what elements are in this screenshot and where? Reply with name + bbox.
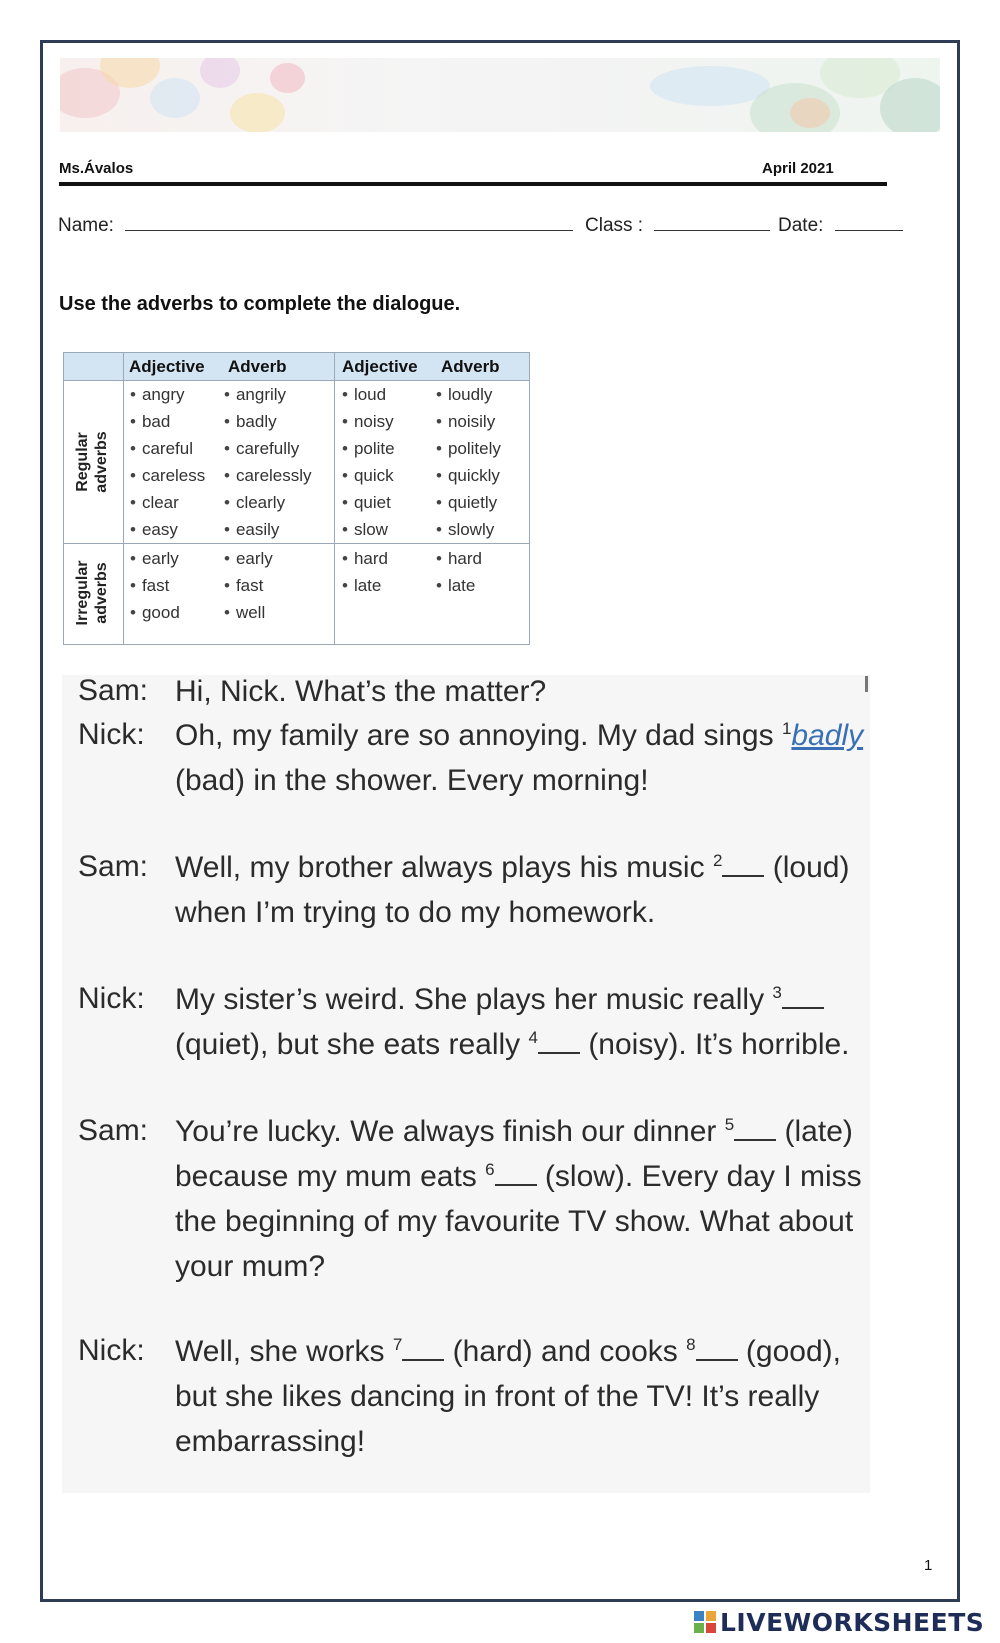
- adverb-table: [63, 352, 530, 645]
- answer-field-4[interactable]: [538, 1030, 580, 1054]
- speaker-label: Nick:: [78, 982, 145, 1015]
- list-item: • angry: [130, 381, 205, 408]
- list-item: • easily: [224, 516, 312, 543]
- header-adjective-2: Adjective: [342, 357, 418, 376]
- list-item: • hard: [342, 545, 388, 572]
- liveworksheets-logo-icon: [694, 1611, 716, 1633]
- list-item: • noisily: [436, 408, 501, 435]
- regular-adjectives-list-a: [130, 381, 205, 543]
- teacher-name: Ms.Ávalos: [59, 160, 134, 177]
- list-item: • noisy: [342, 408, 395, 435]
- worksheet-date: April 2021: [762, 160, 834, 177]
- speech-text: You’re lucky. We always finish our dinner $^5$ (late) because my mum eats $^6$ (slow). Every day I miss the beginning of my favourite TV show. What about your mum?: [175, 1115, 862, 1283]
- regular-adjectives-list-b: [342, 381, 395, 543]
- stray-mark: [865, 676, 868, 692]
- header-adverb-1: Adverb: [228, 357, 287, 376]
- list-item: • polite: [342, 435, 395, 462]
- date-field-row: [778, 214, 903, 237]
- page-number: 1: [924, 1557, 933, 1574]
- list-item: • careless: [130, 462, 205, 489]
- regular-adverbs-list-a: [224, 381, 312, 543]
- blank-number: 8: [686, 1335, 696, 1354]
- blank-number: 1: [781, 719, 792, 738]
- answer-field-5[interactable]: [734, 1117, 776, 1141]
- speech-text: Well, my brother always plays his music $^2$ (loud) when I’m trying to do my homework.: [175, 851, 850, 929]
- blank-number: 4: [528, 1028, 538, 1047]
- brand-name: LIVEWORKSHEETS: [720, 1607, 985, 1637]
- regular-adverbs-label: Regular adverbs: [74, 431, 110, 493]
- header-adjective-1: Adjective: [129, 357, 205, 376]
- irregular-adverbs-list-a: [224, 545, 273, 626]
- list-item: • bad: [130, 408, 205, 435]
- list-item: • slowly: [436, 516, 501, 543]
- speech-text: Hi, Nick. What’s the matter?: [175, 675, 547, 708]
- name-blank[interactable]: [125, 214, 573, 231]
- irregular-adverbs-list-b: [436, 545, 482, 599]
- list-item: • early: [130, 545, 180, 572]
- list-item: • carelessly: [224, 462, 312, 489]
- blank-number: 7: [392, 1335, 403, 1354]
- list-item: • carefully: [224, 435, 312, 462]
- name-field-row: [58, 214, 573, 237]
- list-item: • clear: [130, 489, 205, 516]
- date-label: Date:: [778, 215, 824, 236]
- header-adverb-2: Adverb: [441, 357, 500, 376]
- speaker-label: Sam:: [78, 1114, 149, 1147]
- decorative-banner: [60, 58, 940, 132]
- list-item: • angrily: [224, 381, 312, 408]
- answer-field-1[interactable]: badly: [791, 719, 864, 752]
- blank-number: 3: [772, 983, 782, 1002]
- speaker-label: Sam:: [78, 674, 149, 707]
- class-field-row: [585, 214, 770, 237]
- list-item: • loud: [342, 381, 395, 408]
- list-item: • politely: [436, 435, 501, 462]
- header-rule: [59, 182, 887, 186]
- list-item: • fast: [224, 572, 273, 599]
- blank-number: 5: [724, 1115, 735, 1134]
- answer-field-2[interactable]: [722, 853, 764, 877]
- speech-text: Well, she works $^7$ (hard) and cooks $^8$ (good), but she likes dancing in front of the TV! It’s really embarrassing!: [175, 1335, 841, 1458]
- class-label: Class :: [585, 215, 644, 236]
- dialogue-box: [62, 675, 870, 1493]
- speaker-label: Sam:: [78, 850, 149, 883]
- answer-field-7[interactable]: [402, 1337, 444, 1361]
- list-item: • well: [224, 599, 273, 626]
- list-item: • easy: [130, 516, 205, 543]
- irregular-adverbs-label: Irregular adverbs: [74, 560, 110, 626]
- list-item: • careful: [130, 435, 205, 462]
- list-item: • late: [436, 572, 482, 599]
- list-item: • clearly: [224, 489, 312, 516]
- list-item: • loudly: [436, 381, 501, 408]
- speech-text: My sister’s weird. She plays her music really $^3$ (quiet), but she eats really $^4$ (noisy). It’s horrible.: [175, 983, 850, 1061]
- liveworksheets-brand[interactable]: [694, 1607, 984, 1637]
- blank-number: 2: [712, 851, 723, 870]
- blank-number: 6: [485, 1160, 495, 1179]
- list-item: • quiet: [342, 489, 395, 516]
- list-item: • quietly: [436, 489, 501, 516]
- answer-field-6[interactable]: [495, 1162, 537, 1186]
- regular-adverbs-list-b: [436, 381, 501, 543]
- speaker-label: Nick:: [78, 718, 145, 751]
- date-blank[interactable]: [835, 214, 903, 231]
- name-label: Name:: [58, 215, 114, 236]
- list-item: • hard: [436, 545, 482, 572]
- instruction-heading: Use the adverbs to complete the dialogue.: [59, 293, 461, 315]
- irregular-adjectives-list-a: [130, 545, 180, 626]
- list-item: • fast: [130, 572, 180, 599]
- list-item: • badly: [224, 408, 312, 435]
- class-blank[interactable]: [654, 214, 770, 231]
- list-item: • early: [224, 545, 273, 572]
- irregular-adjectives-list-b: [342, 545, 388, 599]
- speaker-label: Nick:: [78, 1334, 145, 1367]
- answer-field-8[interactable]: [696, 1337, 738, 1361]
- list-item: • good: [130, 599, 180, 626]
- list-item: • slow: [342, 516, 395, 543]
- list-item: • quick: [342, 462, 395, 489]
- speech-text: Oh, my family are so annoying. My dad sings $^1$badly (bad) in the shower. Every morning!: [175, 719, 864, 797]
- answer-field-3[interactable]: [782, 985, 824, 1009]
- list-item: • late: [342, 572, 388, 599]
- list-item: • quickly: [436, 462, 501, 489]
